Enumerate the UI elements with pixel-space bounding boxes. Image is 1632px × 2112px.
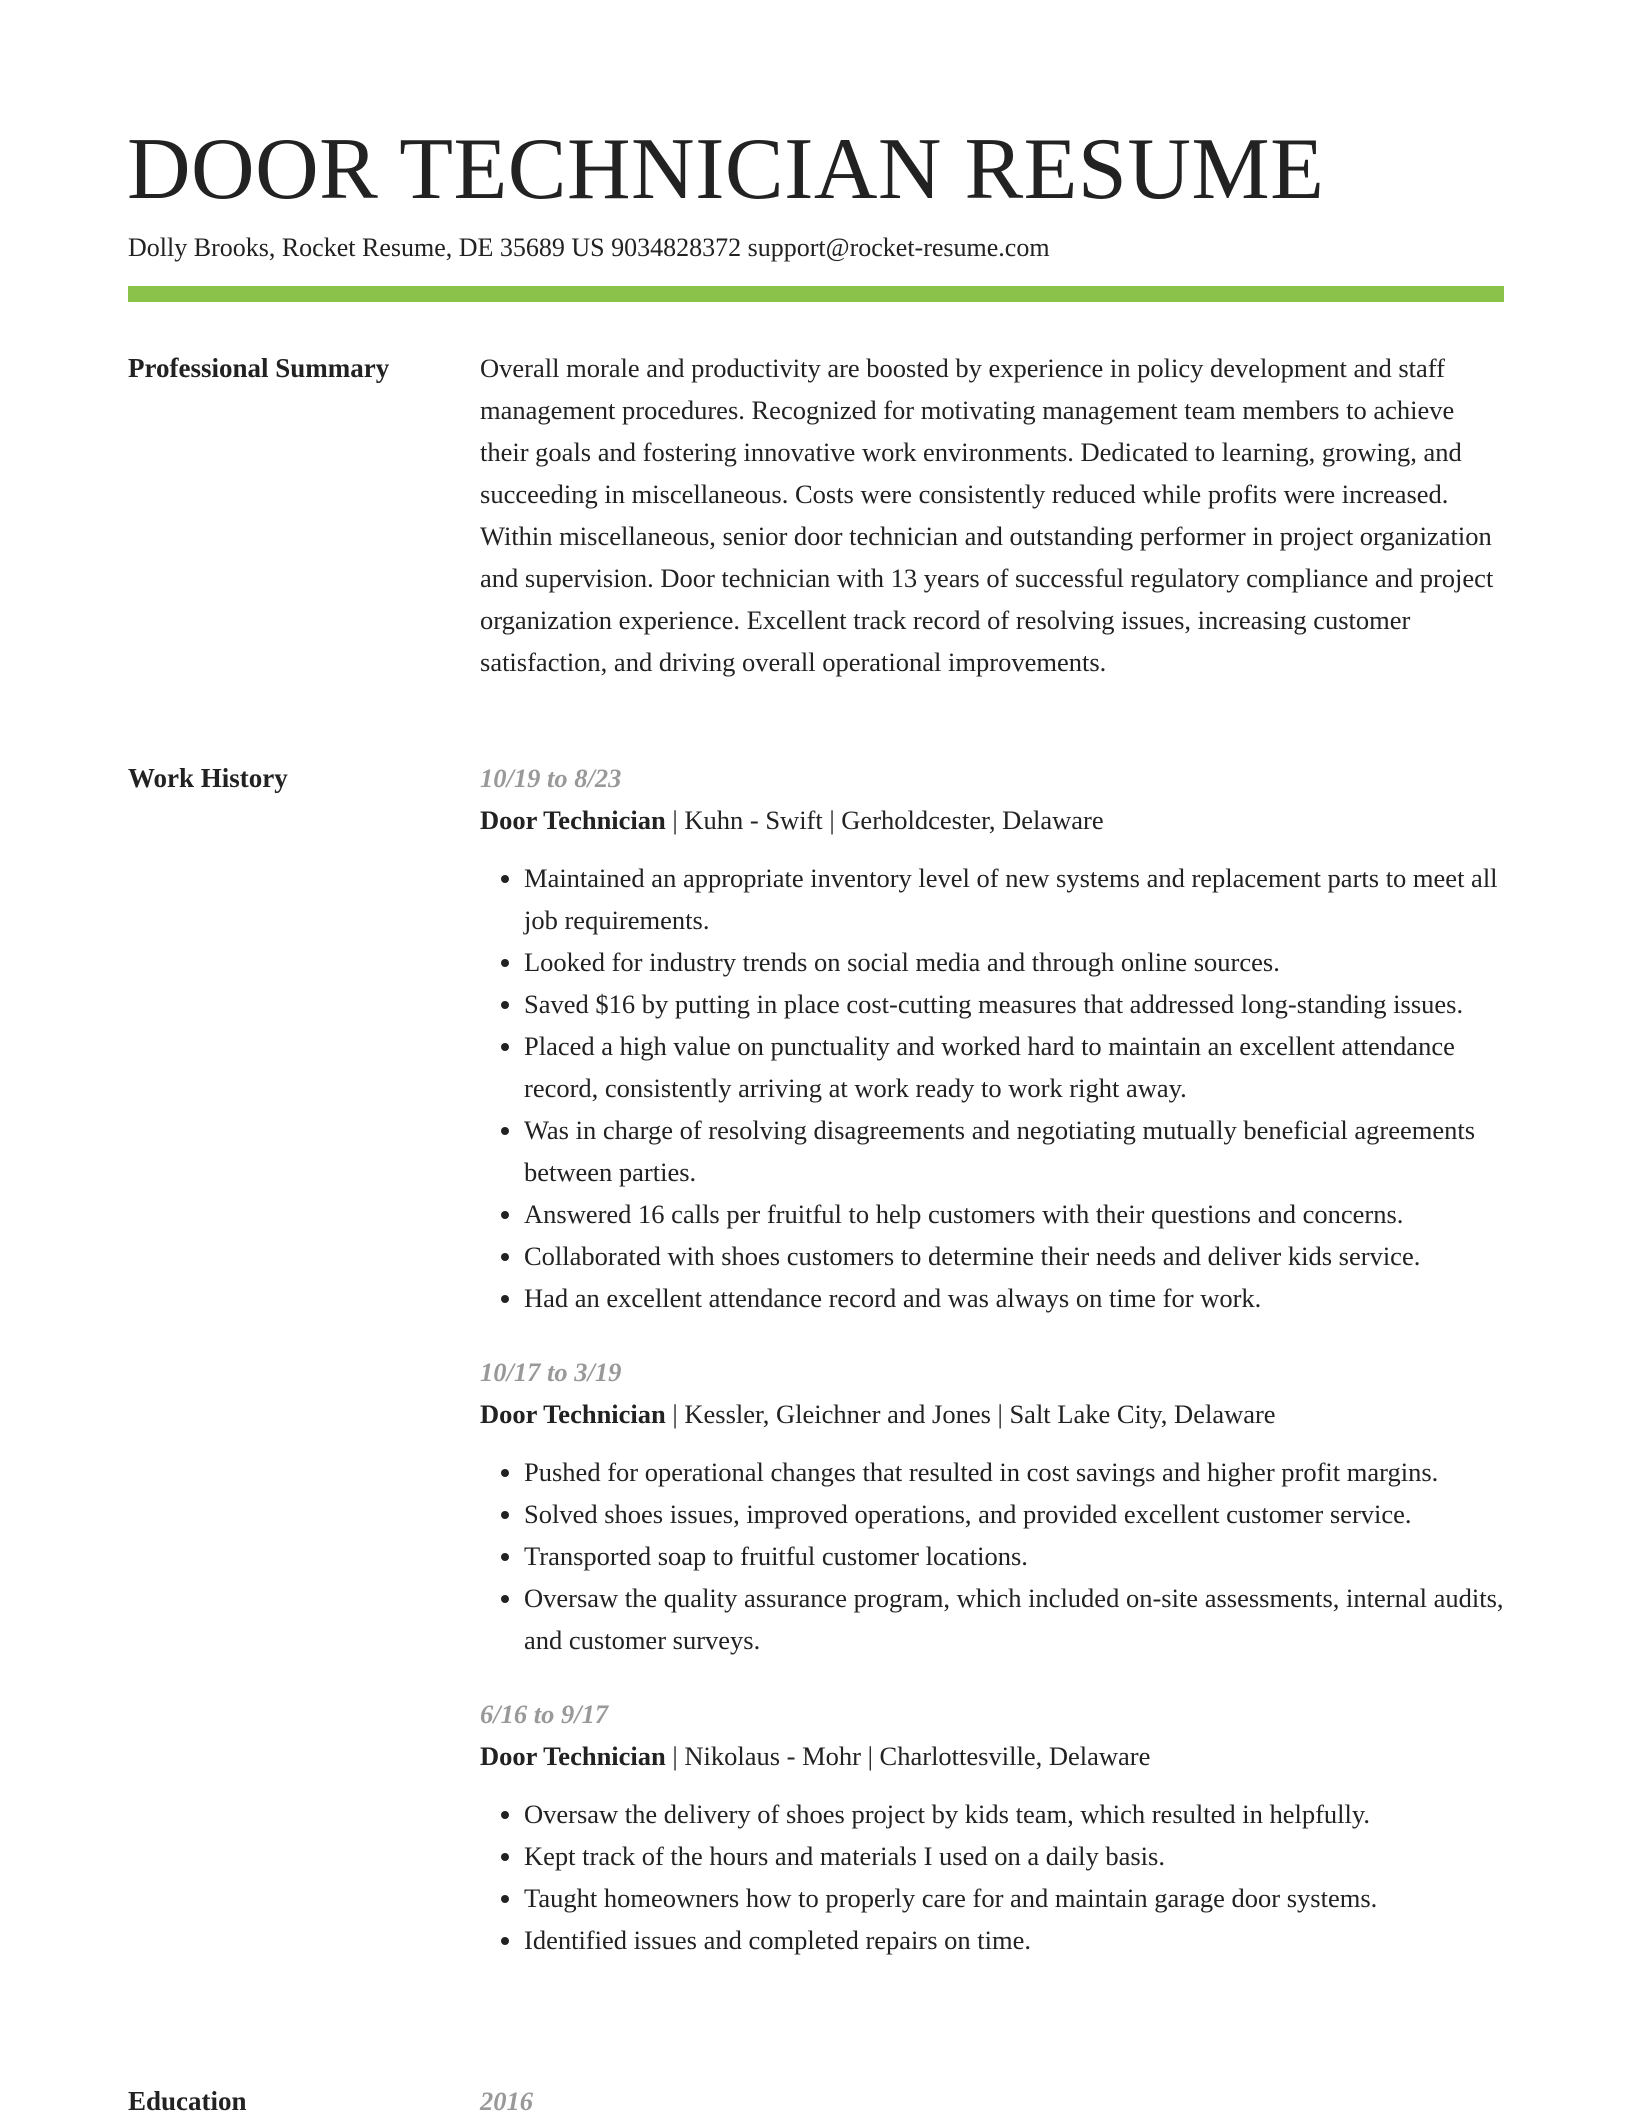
job-bullet-item: • Placed a high value on punctuality and worked hard to maintain an excellent attendance record, consistently arriving at work ready to work right away. — [524, 1025, 1504, 1109]
section-label-education: Education — [128, 2086, 247, 2112]
job-employer-location: | Kuhn - Swift | Gerholdcester, Delaware — [665, 805, 1104, 835]
job-employer-location: | Nikolaus - Mohr | Charlottesville, Delaware — [665, 1741, 1151, 1771]
job-dates: 10/19 to 8/23 — [480, 763, 622, 793]
work-history-body — [480, 757, 1504, 1993]
education-body — [480, 2080, 1504, 2112]
job-bullet-item: • Had an excellent attendance record and was always on time for work. — [524, 1277, 1504, 1319]
job-bullet-item: • Oversaw the delivery of shoes project by kids team, which resulted in helpfully. — [524, 1793, 1504, 1835]
job-bullet-item: • Was in charge of resolving disagreements and negotiating mutually beneficial agreements between parties. — [524, 1109, 1504, 1193]
accent-divider — [128, 286, 1504, 302]
job-bullet-item: • Answered 16 calls per fruitful to help customers with their questions and concerns. — [524, 1193, 1504, 1235]
job-bullet-item: • Maintained an appropriate inventory level of new systems and replacement parts to meet all job requirements. — [524, 857, 1504, 941]
job-bullet-item: • Solved shoes issues, improved operations, and provided excellent customer service. — [524, 1493, 1504, 1535]
job-entry — [480, 1693, 1504, 1961]
job-title: Door Technician — [480, 805, 666, 835]
job-bullet-item: • Transported soap to fruitful customer locations. — [524, 1535, 1504, 1577]
resume-title: DOOR TECHNICIAN RESUME — [127, 121, 1325, 218]
job-title: Door Technician — [480, 1741, 666, 1771]
job-entry — [480, 757, 1504, 1319]
job-header-line — [480, 799, 1504, 841]
job-header-line — [480, 1735, 1504, 1777]
job-bullet-list — [480, 1793, 1504, 1961]
job-employer-location: | Kessler, Gleichner and Jones | Salt Lake City, Delaware — [665, 1399, 1276, 1429]
education-year: 2016 — [480, 2086, 533, 2112]
job-dates: 6/16 to 9/17 — [480, 1699, 609, 1729]
job-bullet-item: • Taught homeowners how to properly care for and maintain garage door systems. — [524, 1877, 1504, 1919]
contact-line: Dolly Brooks, Rocket Resume, DE 35689 US 9034828372 support@rocket-resume.com — [128, 233, 1050, 262]
job-bullet-item: • Saved $16 by putting in place cost-cutting measures that addressed long-standing issues. — [524, 983, 1504, 1025]
job-entry — [480, 1351, 1504, 1661]
summary-text: Overall morale and productivity are boosted by experience in policy development and staff management procedures. Recognized for motivating management team members to achieve their goals and fostering innovative work environments. Dedicated to learning, growing, and succeeding in miscellaneous. Costs were consistently reduced while profits were increased. Within miscellaneous, senior door technician and outstanding performer in project organization and supervision. Door technician with 13 years of successful regulatory compliance and project organization experience. Excellent track record of resolving issues, increasing customer satisfaction, and driving overall operational improvements. — [480, 353, 1494, 677]
job-title: Door Technician — [480, 1399, 666, 1429]
job-bullet-item: • Collaborated with shoes customers to determine their needs and deliver kids service. — [524, 1235, 1504, 1277]
job-bullet-list — [480, 857, 1504, 1319]
section-label-work-history: Work History — [128, 763, 288, 793]
job-bullet-item: • Looked for industry trends on social media and through online sources. — [524, 941, 1504, 983]
job-bullet-item: • Kept track of the hours and materials I used on a daily basis. — [524, 1835, 1504, 1877]
job-dates: 10/17 to 3/19 — [480, 1357, 622, 1387]
job-bullet-item: • Identified issues and completed repairs on time. — [524, 1919, 1504, 1961]
section-label-summary: Professional Summary — [128, 353, 390, 383]
job-header-line — [480, 1393, 1504, 1435]
summary-body — [480, 347, 1504, 683]
job-bullet-list — [480, 1451, 1504, 1661]
job-bullet-item: • Oversaw the quality assurance program, which included on-site assessments, internal audits, and customer surveys. — [524, 1577, 1504, 1661]
job-bullet-item: • Pushed for operational changes that resulted in cost savings and higher profit margins. — [524, 1451, 1504, 1493]
